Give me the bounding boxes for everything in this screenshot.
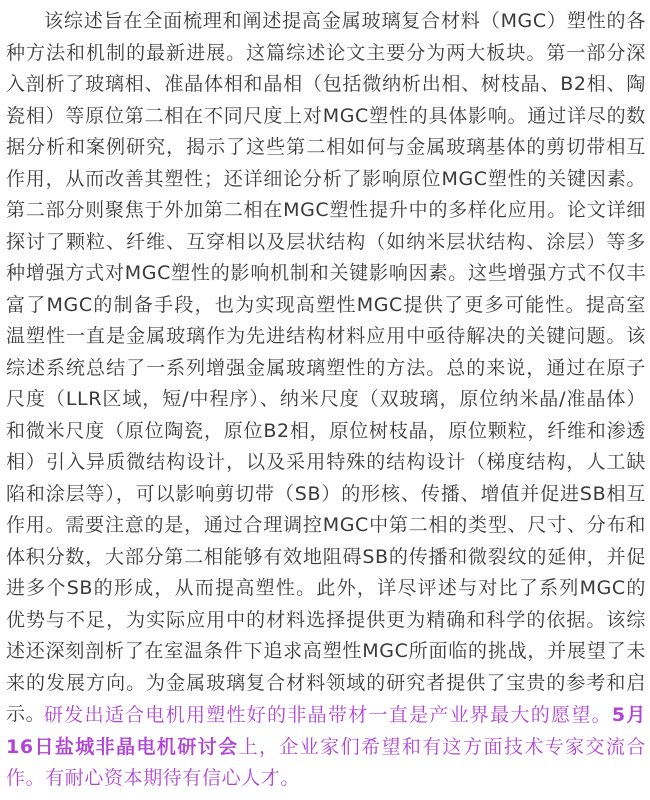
promo-text-after: 上，企业家们希望和有这方面技术专家交流合作。有耐心资本期待有信心人才。 bbox=[6, 735, 646, 789]
seminar-highlight: 5月16日盐城非晶电机研讨会 bbox=[6, 704, 646, 758]
promo-text-before: 研发出适合电机用塑性好的非晶带材一直是产业界最大的愿望。 bbox=[44, 704, 612, 726]
review-summary-paragraph: 该综述旨在全面梳理和阐述提高金属玻璃复合材料（MGC）塑性的各种方法和机制的最新进展。这篇综述论文主要分为两大板块。第一部分深入剖析了玻璃相、准晶体相和晶相（包括微纳析出相、树枝晶、B2相、陶瓷相）等原位第二相在不同尺度上对MGC塑性的具体影响。通过详尽的数据分析和案例研究，揭示了这些第二相如何与金属玻璃基体的剪切带相互作用，从而改善其塑性；还详细论分析了影响原位MGC塑性的关键因素。第二部分则聚焦于外加第二相在MGC塑性提升中的多样化应用。论文详细探讨了颗粒、纤维、互穿相以及层状结构（如纳米层状结构、涂层）等多种增强方式对MGC塑性的影响机制和关键影响因素。这些增强方式不仅丰富了MGC的制备手段，也为实现高塑性MGC提供了更多可能性。提高室温塑性一直是金属玻璃作为先进结构材料应用中亟待解决的关键问题。该综述系统总结了一系列增强金属玻璃塑性的方法。总的来说，通过在原子尺度（LLR区域，短/中程序）、纳米尺度（双玻璃，原位纳米晶/准晶体）和微米尺度（原位陶瓷，原位B2相，原位树枝晶，原位颗粒，纤维和渗透相）引入异质微结构设计，以及采用特殊的结构设计（梯度结构，人工缺陷和涂层等），可以影响剪切带（SB）的形核、传播、增值并促进SB相互作用。需要注意的是，通过合理调控MGC中第二相的类型、尺寸、分布和体积分数，大部分第二相能够有效地阻碍SB的传播和微裂纹的延伸，并促进多个SB的形成，从而提高塑性。此外，详尽评述与对比了系列MGC的优势与不足，为实际应用中的材料选择提供更为精确和科学的依据。该综述还深刻剖析了在室温条件下追求高塑性MGC所面临的挑战，并展望了未来的发展方向。为金属玻璃复合材料领域的研究者提供了宝贵的参考和启示。 bbox=[6, 10, 646, 725]
seminar-promo-paragraph bbox=[6, 700, 646, 795]
